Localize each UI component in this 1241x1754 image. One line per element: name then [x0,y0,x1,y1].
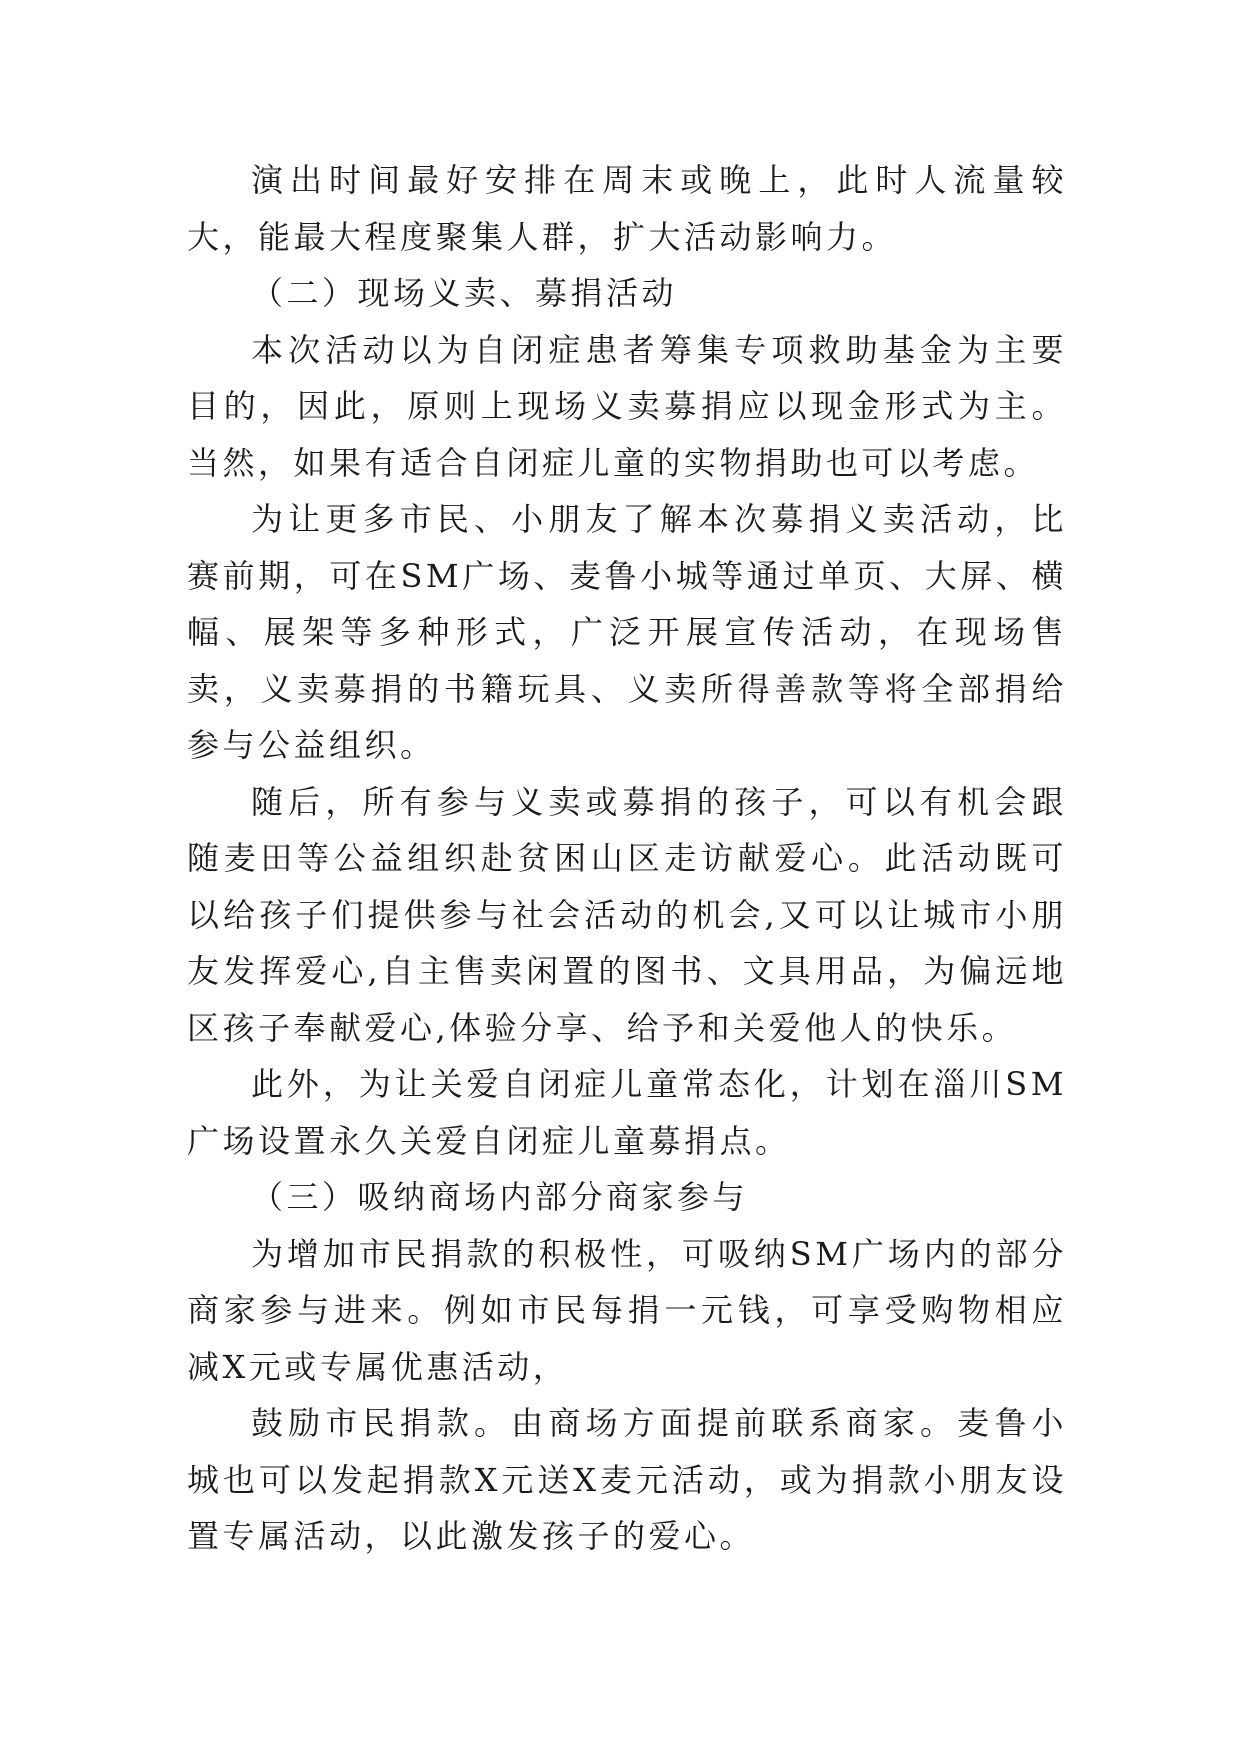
section-heading-merchants: （三）吸纳商场内部分商家参与 [251,1178,749,1216]
paragraph-permanent-donation-point: 此外，为让关爱自闭症儿童常态化，计划在淄川SM广场设置永久关爱自闭症儿童募捐点。 [187,1065,1067,1160]
paragraph-volunteer-visit: 随后，所有参与义卖或募捐的孩子，可以有机会跟随麦田等公益组织赴贫困山区走访献爱心。此活动既可以给孩子们提供参与社会活动的机会,又可以让城市小朋友发挥爱心,自主售卖闲置的图书、文具用品，为偏远地区孩子奉献爱心,体验分享、给予和关爱他人的快乐。 [187,782,1067,1047]
paragraph-fund-purpose: 本次活动以为自闭症患者筹集专项救助基金为主要目的，因此，原则上现场义卖募捐应以现金形式为主。当然，如果有适合自闭症儿童的实物捐助也可以考虑。 [187,330,1067,482]
document-page [187,152,1067,1565]
paragraph-performance-time: 演出时间最好安排在周末或晚上，此时人流量较大，能最大程度聚集人群，扩大活动影响力。 [187,161,1067,256]
paragraph-promotion: 为让更多市民、小朋友了解本次募捐义卖活动，比赛前期，可在SM广场、麦鲁小城等通过单页、大屏、横幅、展架等多种形式，广泛开展宣传活动，在现场售卖，义卖募捐的书籍玩具、义卖所得善款等将全部捐给参与公益组织。 [187,500,1067,764]
section-heading-charity-sale: （二）现场义卖、募捐活动 [251,274,678,312]
paragraph-encourage-donation: 鼓励市民捐款。由商场方面提前联系商家。麦鲁小城也可以发起捐款X元送X麦元活动，或为捐款小朋友设置专属活动，以此激发孩子的爱心。 [187,1404,1067,1555]
paragraph-merchant-incentive: 为增加市民捐款的积极性，可吸纳SM广场内的部分商家参与进来。例如市民每捐一元钱，可享受购物相应减X元或专属优惠活动， [187,1234,1067,1386]
